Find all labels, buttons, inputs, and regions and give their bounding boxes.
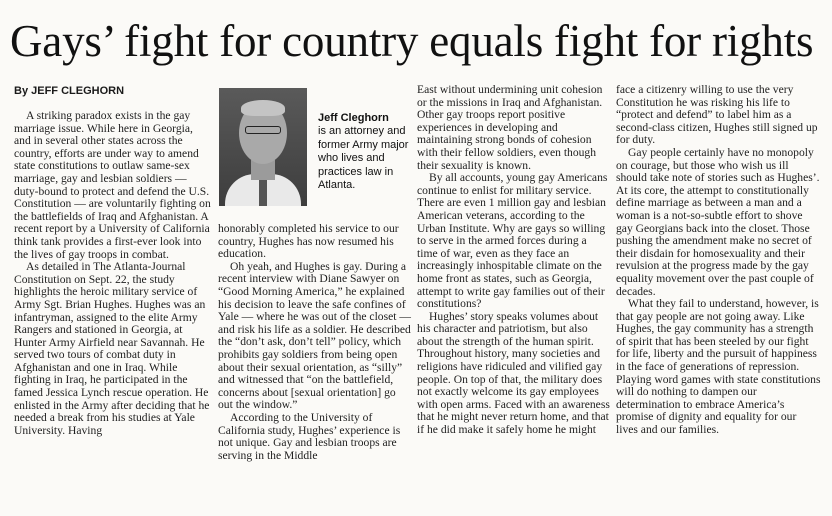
article-column-3 [417, 84, 610, 437]
article-column-1 [14, 110, 212, 437]
author-bio [318, 112, 410, 192]
paragraph: face a citizenry willing to use the very Constitution he was risking his life to “protect and defend” to label him as a second-class citizen, Hughes still signed up for duty. [616, 83, 818, 147]
headline: Gays’ fight for country equals fight for rights [10, 16, 814, 66]
paragraph: Oh yeah, and Hughes is gay. During a recent interview with Diane Sawyer on “Good Morning America,” he explained his decision to leave the safe confines of Yale — where he was out of the closet — and risk his life as a soldier. He described the “don’t ask, don’t tell” policy, which prohibits gay soldiers from being open about their sexual orientation, as “silly” and witnessed that “on the battlefield, concerns about [sexual orientation] go out the window.” [218, 259, 411, 412]
paragraph: As detailed in The Atlanta-Journal Constitution on Sept. 22, the study highlights the heroic military service of Army Sgt. Brian Hughes. Hughes was an infantryman, assigned to the elite Army Rangers and stationed in Georgia, at Hunter Army Airfield near Savannah. He served two tours of combat duty in Afghanistan and one in Iraq. While fighting in Iraq, he participated in the famed Jessica Lynch rescue operation. He enlisted in the Army after deciding that he needed a break from his studies at Yale University. Having [14, 260, 210, 437]
article-column-2 [218, 223, 411, 462]
paragraph: Hughes’ story speaks volumes about his character and patriotism, but also about the strength of the human spirit. Throughout history, many societies and religions have ridiculed and vilified gay people. On top of that, the military does not exactly welcome its gay employees with open arms. Faced with an awareness that he might never return home, and that if he did make it safely home he might [417, 309, 610, 437]
paragraph: honorably completed his service to our country, Hughes has now resumed his education. [218, 222, 399, 261]
article-column-4 [616, 84, 821, 437]
author-bio-text: is an attorney and former Army major who lives and practices law in Atlanta. [318, 125, 409, 192]
paragraph: Gay people certainly have no monopoly on courage, but those who wish us ill should take note of stories such as Hughes’. At its core, the attempt to constitutionally define marriage as between a man and a woman is a not-so-subtle effort to shove gay Georgians back into the closet. Those pushing the amendment make no secret of their disdain for homosexuality and their revulsion at the progress made by the gay equality movement over the past couple of decades. [616, 145, 820, 298]
author-name: Jeff Cleghorn [318, 112, 389, 124]
paragraph: What they fail to understand, however, is that gay people are not going away. Like Hughes, the gay community has a strength of spirit that has been steeled by our fight for life, liberty and the pursuit of happiness in the face of generations of repression. Playing word games with state constitutions will do nothing to dampen our determination to embrace America’s promise of dignity and equality for our lives and our families. [616, 297, 821, 437]
paragraph: According to the University of California study, Hughes’ experience is not unique. Gay and lesbian troops are serving in the Middle [218, 410, 401, 462]
author-photo [219, 88, 307, 206]
paragraph: By all accounts, young gay Americans continue to enlist for military service. There are even 1 million gay and lesbian American veterans, according to the Urban Institute. Why are gays so willing to serve in the armed forces during a time of war, even as they face an increasingly inhospitable climate on the home front as states, such as Georgia, attempt to write gay families out of their constitutions? [417, 171, 608, 311]
paragraph: East without undermining unit cohesion or the missions in Iraq and Afghanistan. Other gay troops report positive experiences in developing and maintaining strong bonds of cohesion with their fellow soldiers, even though their sexuality is known. [417, 83, 603, 172]
byline: By JEFF CLEGHORN [14, 85, 125, 97]
paragraph: A striking paradox exists in the gay marriage issue. While here in Georgia, and in several other states across the country, efforts are under way to amend state constitutions to outlaw same-sex marriage, gay and lesbian soldiers — duty-bound to protect and defend the U.S. Constitution — are voluntarily fighting on the battlefields of Iraq and Afghanistan. A recent report by a University of California think tank provides a first-ever look into the lives of gay troops in combat. [14, 109, 211, 261]
